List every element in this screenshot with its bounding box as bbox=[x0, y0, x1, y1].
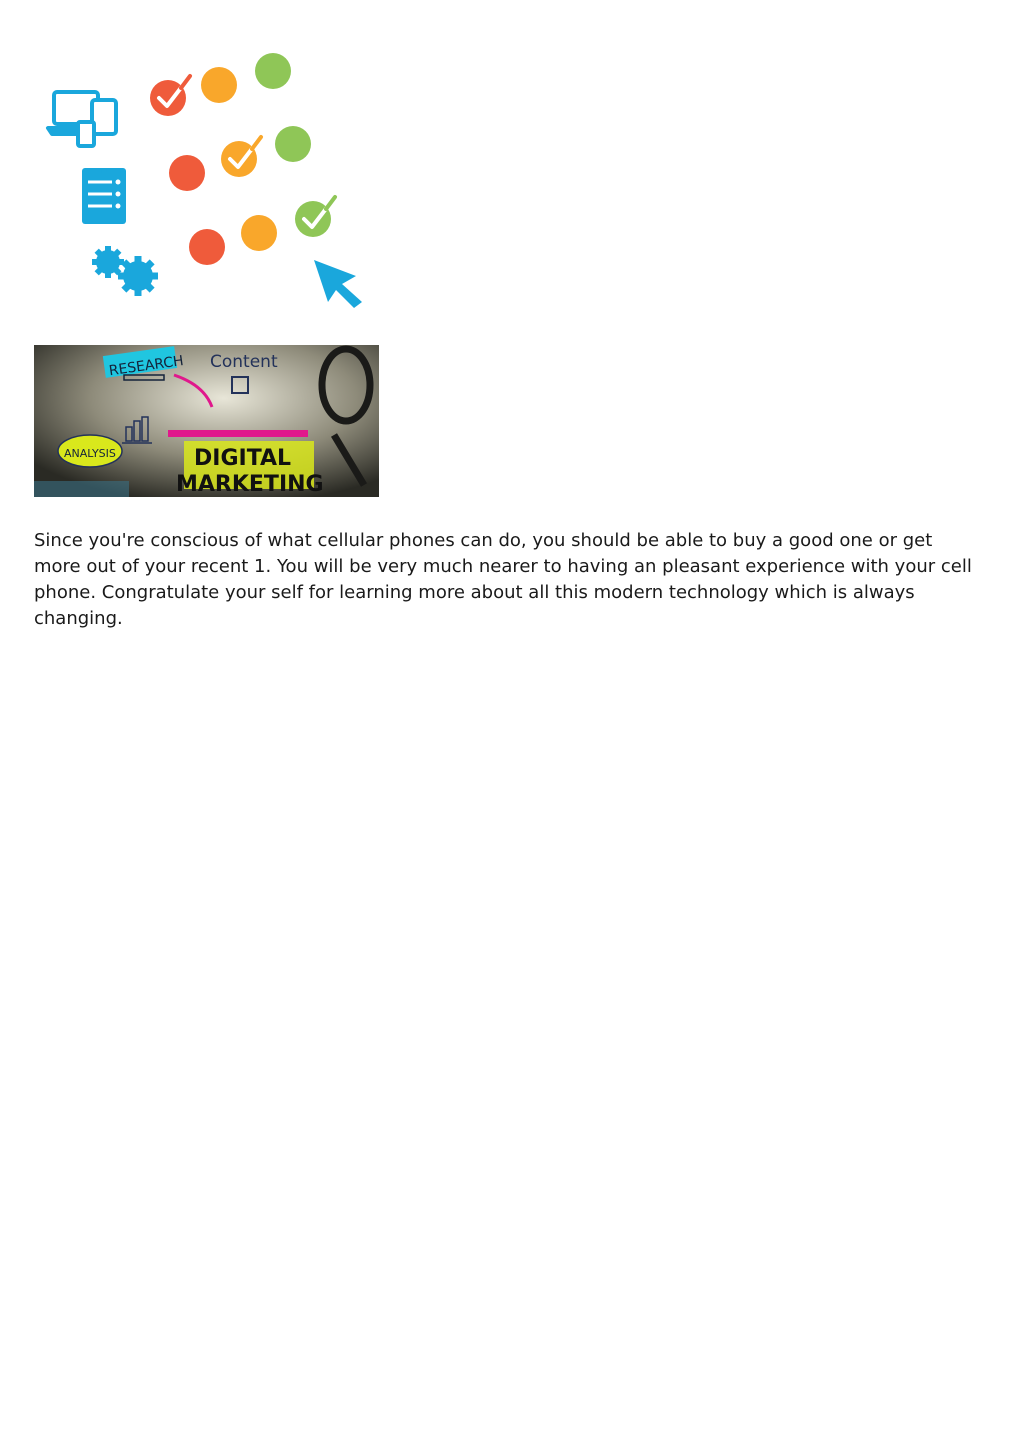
red-dot bbox=[189, 229, 225, 265]
analysis-label: ANALYSIS bbox=[64, 447, 116, 460]
digital-marketing-photo bbox=[34, 345, 379, 497]
green-dot bbox=[255, 53, 291, 89]
devices-icon bbox=[48, 92, 116, 146]
gears-icon bbox=[92, 246, 158, 296]
headline-line2: MARKETING bbox=[176, 472, 324, 497]
orange-dot bbox=[201, 67, 237, 103]
cursor-icon bbox=[314, 260, 362, 308]
body-paragraph: Since you're conscious of what cellular phones can do, you should be able to buy a good one or get more out of your recent 1. You will be very much nearer to having an pleasant experience with your cell phone. Congratulate your self for learning more about all this modern technology which is always changing. bbox=[34, 530, 972, 629]
green-dot bbox=[275, 126, 311, 162]
content-label: Content bbox=[210, 352, 278, 372]
photo-corner-shadow bbox=[34, 481, 129, 497]
process-illustration bbox=[40, 40, 380, 310]
red-dot bbox=[169, 155, 205, 191]
magenta-bar bbox=[168, 430, 308, 437]
orange-dot bbox=[241, 215, 277, 251]
server-icon bbox=[82, 168, 126, 224]
headline-line1: DIGITAL bbox=[194, 446, 292, 471]
research-label: RESEARCH bbox=[107, 353, 185, 380]
